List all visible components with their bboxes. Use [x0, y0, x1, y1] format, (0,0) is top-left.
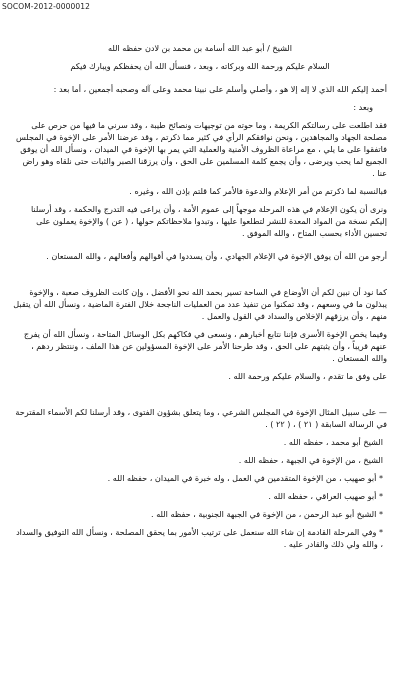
document-id: SOCOM-2012-0000012 [2, 2, 90, 11]
letter-paragraph: وبعد : [353, 102, 373, 112]
letter-paragraph: كما نود أن نبين لكم أن الأوضاع في الساحة تسير بحمد الله نحو الأفضل ، وإن كانت الظروف صعبة ، والإخوة يبذلون ما في وسعهم ، وقد تمكنوا من تنفيذ عدد من العمليات الناجحة خلال الفترة الماضية ، ونسأل الله أن يتقبل منهم ، وأن يرزقهم الإخلاص والسداد في القول والعمل . [13, 287, 387, 321]
letter-paragraph: وفيما يخص الإخوة الأسرى فإننا نتابع أخبارهم ، ونسعى في فكاكهم بكل الوسائل المتاحة ، ونسأل الله أن يفرج عنهم قريباً ، وأن يثبتهم على الحق ، وقد طرحنا الأمر على الإخوة المسؤولين عن هذا الملف ، وننتظر ردهم ، والله المستعان . [23, 329, 387, 363]
letter-paragraph: السلام عليكم ورحمة الله وبركاته ، وبعد ، فنسأل الله أن يحفظكم ويبارك فيكم [70, 61, 330, 71]
letter-paragraph: الشيخ ، من الإخوة في الجبهة ، حفظه الله . [238, 455, 383, 465]
letter-paragraph: الشيخ أبو محمد ، حفظه الله . [283, 437, 383, 447]
letter-paragraph: * أبو صهيب ، من الإخوة المتقدمين في العمل ، وله خبرة في الميدان ، حفظه الله . [107, 473, 383, 483]
paragraph-spacer [13, 262, 387, 286]
letter-paragraph: أحمد إليكم الله الذي لا إله إلا هو ، وأصلي وأسلم على نبينا محمد وعلى آله وصحبه أجمعين ، أما بعد : [53, 84, 387, 94]
letter-paragraph: فقد اطلعت على رسالتكم الكريمة ، وما حوته من توجيهات ونصائح طيبة ، وقد سرني ما فيها من حرص على مصلحة الجهاد والمجاهدين ، ونحن نوافقكم الرأي في كثير مما ذكرتم ، وقد عرضنا الأمر على الإخوة في المجلس فاتفقوا على ما يلي ، مع مراعاة الظروف الأمنية والعملية التي يمر بها الإخوة في الميدان ، ونسأل الله أن يوفق الجميع لما يحب ويرضى ، وأن يجمع كلمة المسلمين على الحق ، وأن يرزقنا الصبر والثبات حتى نلقاه وهو راض عنا . [15, 120, 387, 178]
letter-paragraph: * الشيخ أبو عبد الرحمن ، من الإخوة في الجبهة الجنوبية ، حفظه الله . [151, 509, 383, 519]
letter-paragraph: * وفي المرحلة القادمة إن شاء الله سنعمل على ترتيب الأمور بما يحقق المصلحة ، ونسأل الله التوفيق والسداد ، والله ولي ذلك والقادر عليه . [16, 527, 383, 549]
paragraph-spacer [13, 382, 387, 406]
letter-paragraph: أرجو من الله أن يوفق الإخوة في الإعلام الجهادي ، وأن يسددوا في أقوالهم وأفعالهم ، والله المستعان . [46, 251, 387, 261]
letter-paragraph: الشيخ / أبو عبد الله أسامة بن محمد بن لادن حفظه الله [107, 43, 293, 53]
letter-body [13, 36, 387, 550]
letter-paragraph: على وفق ما تقدم ، والسلام عليكم ورحمة الله . [228, 371, 387, 381]
letter-paragraph: * أبو صهيب العراقي ، حفظه الله . [268, 491, 383, 501]
paragraph-spacer [13, 72, 387, 83]
letter-paragraph: ونرى أن يكون الإعلام في هذه المرحلة موجهاً إلى عموم الأمة ، وأن يراعى فيه التدرج والحكمة ، وقد أرسلنا إليكم نسخة من المواد المعدة للنشر لتطلعوا عليها ، وتبدوا ملاحظاتكم حولها ، ( عن ) والإخوة يعملون على تحسين الأداء بحسب المتاح ، والله الموفق . [30, 204, 387, 238]
letter-paragraph: — على سبيل المثال الإخوة في المجلس الشرعي ، وما يتعلق بشؤون الفتوى ، وقد أرسلنا لكم الأسماء المقترحة في الرسالة السابقة ( ٢١ ) ، ( ٢٢ ) . [15, 407, 387, 429]
letter-paragraph: فبالنسبة لما ذكرتم من أمر الإعلام والدعوة فالأمر كما قلتم بإذن الله ، وغيره . [129, 186, 387, 196]
paragraph-spacer [13, 239, 387, 250]
